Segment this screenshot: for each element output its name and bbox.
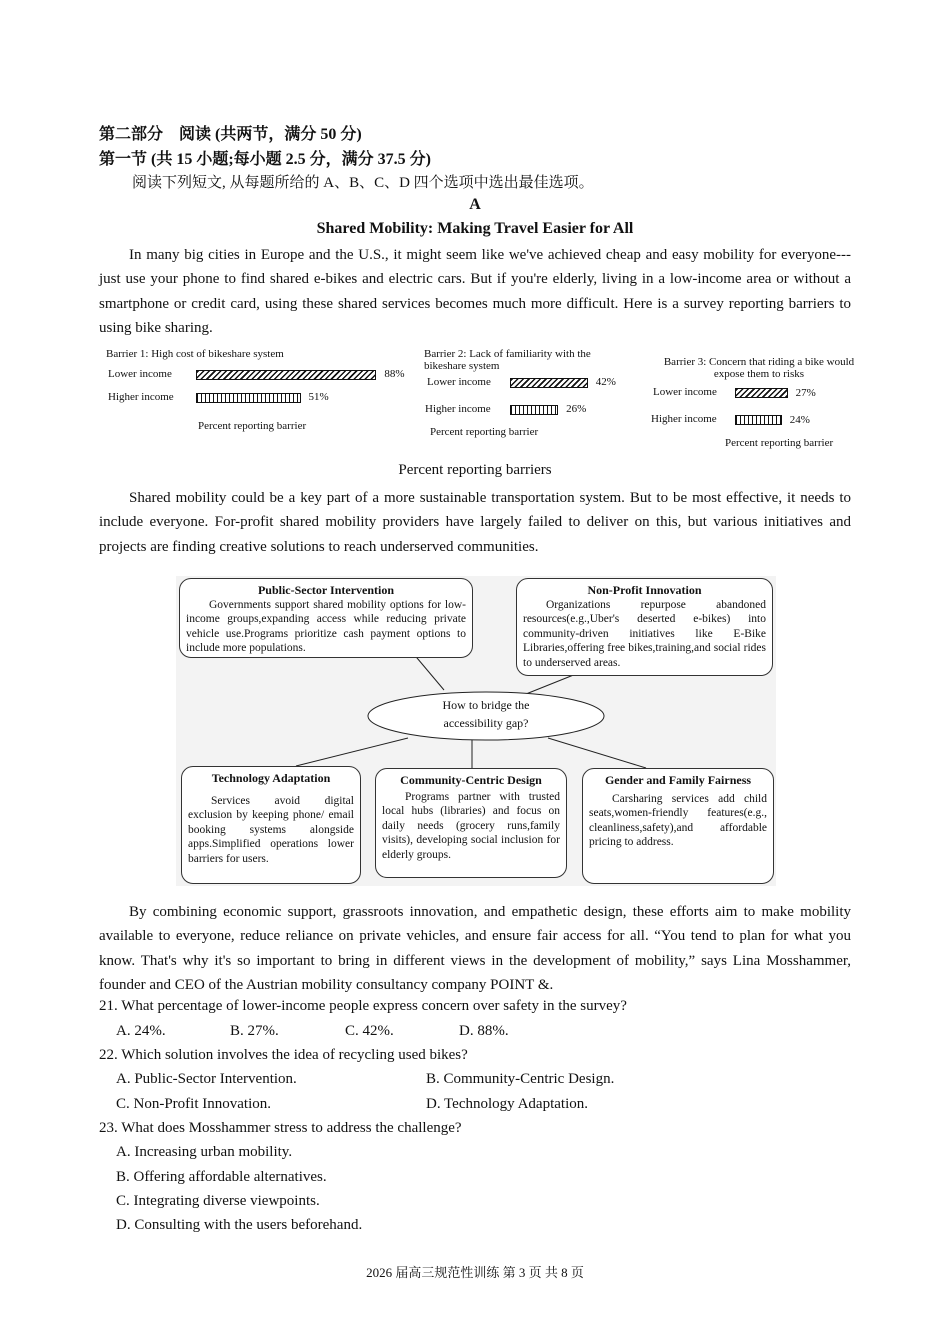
question-23-option-b[interactable]: B. Offering affordable alternatives. <box>116 1169 327 1185</box>
paragraph-3-text: By combining economic support, grassroots innovation, and empathetic design, these efforts aim to make mobility available to everyone, reduce reliance on private vehicles, and ensure fair access for all. “You tend to plan for what you know. That's why it's so important to bring in different views in the development of mobility,” says Lina Mosshammer, founder and CEO of the Austrian mobility consultancy company POINT &. <box>99 904 851 993</box>
question-23-option-a[interactable]: A. Increasing urban mobility. <box>116 1144 293 1160</box>
chart-3-xlabel: Percent reporting barrier <box>725 437 834 449</box>
chart-1-value-lower: 88% <box>384 368 405 380</box>
chart-3-value-higher: 24% <box>789 414 810 426</box>
box-technology-title: Technology Adaptation <box>211 771 331 785</box>
box-community-title: Community-Centric Design <box>400 773 542 787</box>
chart-1-bar-lower <box>196 370 376 380</box>
box-public-sector <box>179 578 473 658</box>
box-public-sector-body: Governments support shared mobility options for low-income groups,expanding access while reducing private vehicle use.Programs prioritize cash payment options to include more populations. <box>186 598 466 655</box>
question-21-option-c[interactable]: C. 42%. <box>345 1023 394 1039</box>
chart-2-label-higher: Higher income <box>425 403 491 415</box>
chart-2-value-lower: 42% <box>595 376 616 388</box>
chart-1-value-higher: 51% <box>308 391 329 403</box>
passage-title: Shared Mobility: Making Travel Easier for All <box>316 220 634 237</box>
chart-1-bar-higher <box>196 393 301 403</box>
paragraph-2 <box>99 486 851 559</box>
question-23-stem: 23. What does Mosshammer stress to address the challenge? <box>99 1120 462 1136</box>
box-technology-body: Services avoid digital exclusion by keeping phone/ email booking systems alongside apps.Simplified operations lower barriers for users. <box>188 794 354 865</box>
question-22-option-d[interactable]: D. Technology Adaptation. <box>426 1096 588 1112</box>
part-heading: 第二部分 阅读 (共两节，满分 50 分) <box>99 126 362 143</box>
chart-2-bar-lower <box>510 378 588 388</box>
chart-3-title: Barrier 3: Concern that riding a bike would expose them to risks <box>663 356 855 380</box>
diagram-center-question: How to bridge the accessibility gap? <box>442 698 530 730</box>
chart-1-label-higher: Higher income <box>108 391 174 403</box>
chart-2-title: Barrier 2: Lack of familiarity with the bikeshare system <box>424 348 591 372</box>
question-22-option-b[interactable]: B. Community-Centric Design. <box>426 1071 615 1087</box>
page-footer: 2026 届高三规范性训练 第 3 页 共 8 页 <box>366 1265 584 1280</box>
chart-caption: Percent reporting barriers <box>398 462 552 478</box>
instruction: 阅读下列短文, 从每题所给的 A、B、C、D 四个选项中选出最佳选项。 <box>132 175 594 191</box>
chart-barrier-1 <box>100 346 410 446</box>
paragraph-3 <box>99 900 851 997</box>
chart-3-bar-higher <box>735 415 782 425</box>
question-21-option-b[interactable]: B. 27%. <box>230 1023 279 1039</box>
box-gender-family-title: Gender and Family Fairness <box>604 773 752 787</box>
chart-3-value-lower: 27% <box>795 387 816 399</box>
chart-2-bar-higher <box>510 405 558 415</box>
question-22-option-a[interactable]: A. Public-Sector Intervention. <box>116 1071 297 1087</box>
section-heading: 第一节 (共 15 小题;每小题 2.5 分，满分 37.5 分) <box>99 151 431 168</box>
box-technology <box>181 766 361 884</box>
question-22-stem: 22. Which solution involves the idea of recycling used bikes? <box>99 1047 468 1063</box>
paragraph-1-text: In many big cities in Europe and the U.S., it might seem like we've achieved cheap and easy mobility for everyone---just use your phone to find shared e-bikes and electric cars. But if you're elderly, living in a low-income area or without a smartphone or credit card, using these shared services becomes much more difficult. Here is a survey reporting barriers to using bike sharing. <box>99 247 851 336</box>
box-gender-family-body: Carsharing services add child seats,women-friendly features(e.g., cleanliness,safety),and affordable pricing to address. <box>589 792 767 849</box>
chart-barrier-3 <box>645 350 870 454</box>
paragraph-1 <box>99 243 851 340</box>
question-23-option-d[interactable]: D. Consulting with the users beforehand. <box>116 1217 363 1233</box>
chart-3-label-higher: Higher income <box>651 413 717 425</box>
chart-barrier-2 <box>420 346 635 446</box>
question-21-stem: 21. What percentage of lower-income people express concern over safety in the survey? <box>99 998 627 1014</box>
box-public-sector-title: Public-Sector Intervention <box>257 583 395 597</box>
chart-3-label-lower: Lower income <box>653 386 717 398</box>
box-community <box>375 768 567 878</box>
solutions-diagram <box>176 576 776 886</box>
chart-2-label-lower: Lower income <box>427 376 491 388</box>
passage-letter: A <box>469 196 481 213</box>
box-non-profit <box>516 578 773 676</box>
paragraph-2-text: Shared mobility could be a key part of a more sustainable transportation system. But to be most effective, it needs to include everyone. For-profit shared mobility providers have largely failed to deliver on this, but various initiatives and projects are finding creative solutions to reach underserved communities. <box>99 490 851 555</box>
question-21-option-a[interactable]: A. 24%. <box>116 1023 166 1039</box>
chart-3-bar-lower <box>735 388 788 398</box>
box-gender-family <box>582 768 774 884</box>
box-non-profit-body: Organizations repurpose abandoned resources(e.g.,Uber's deserted e-bikes) into community-driven initiatives like E-Bike Libraries,offering free bikes,training,and social rides to underserved areas. <box>523 598 766 669</box>
question-23-option-c[interactable]: C. Integrating diverse viewpoints. <box>116 1193 320 1209</box>
chart-2-value-higher: 26% <box>566 403 587 415</box>
question-22-option-c[interactable]: C. Non-Profit Innovation. <box>116 1096 271 1112</box>
box-community-body: Programs partner with trusted local hubs (libraries) and focus on daily needs (grocery runs,family visits), developing social inclusion for elderly groups. <box>382 790 560 861</box>
chart-1-title: Barrier 1: High cost of bikeshare system <box>106 348 284 360</box>
chart-1-xlabel: Percent reporting barrier <box>198 420 307 432</box>
chart-2-xlabel: Percent reporting barrier <box>430 426 539 438</box>
box-non-profit-title: Non-Profit Innovation <box>587 583 702 597</box>
question-21-option-d[interactable]: D. 88%. <box>459 1023 509 1039</box>
chart-1-label-lower: Lower income <box>108 368 172 380</box>
